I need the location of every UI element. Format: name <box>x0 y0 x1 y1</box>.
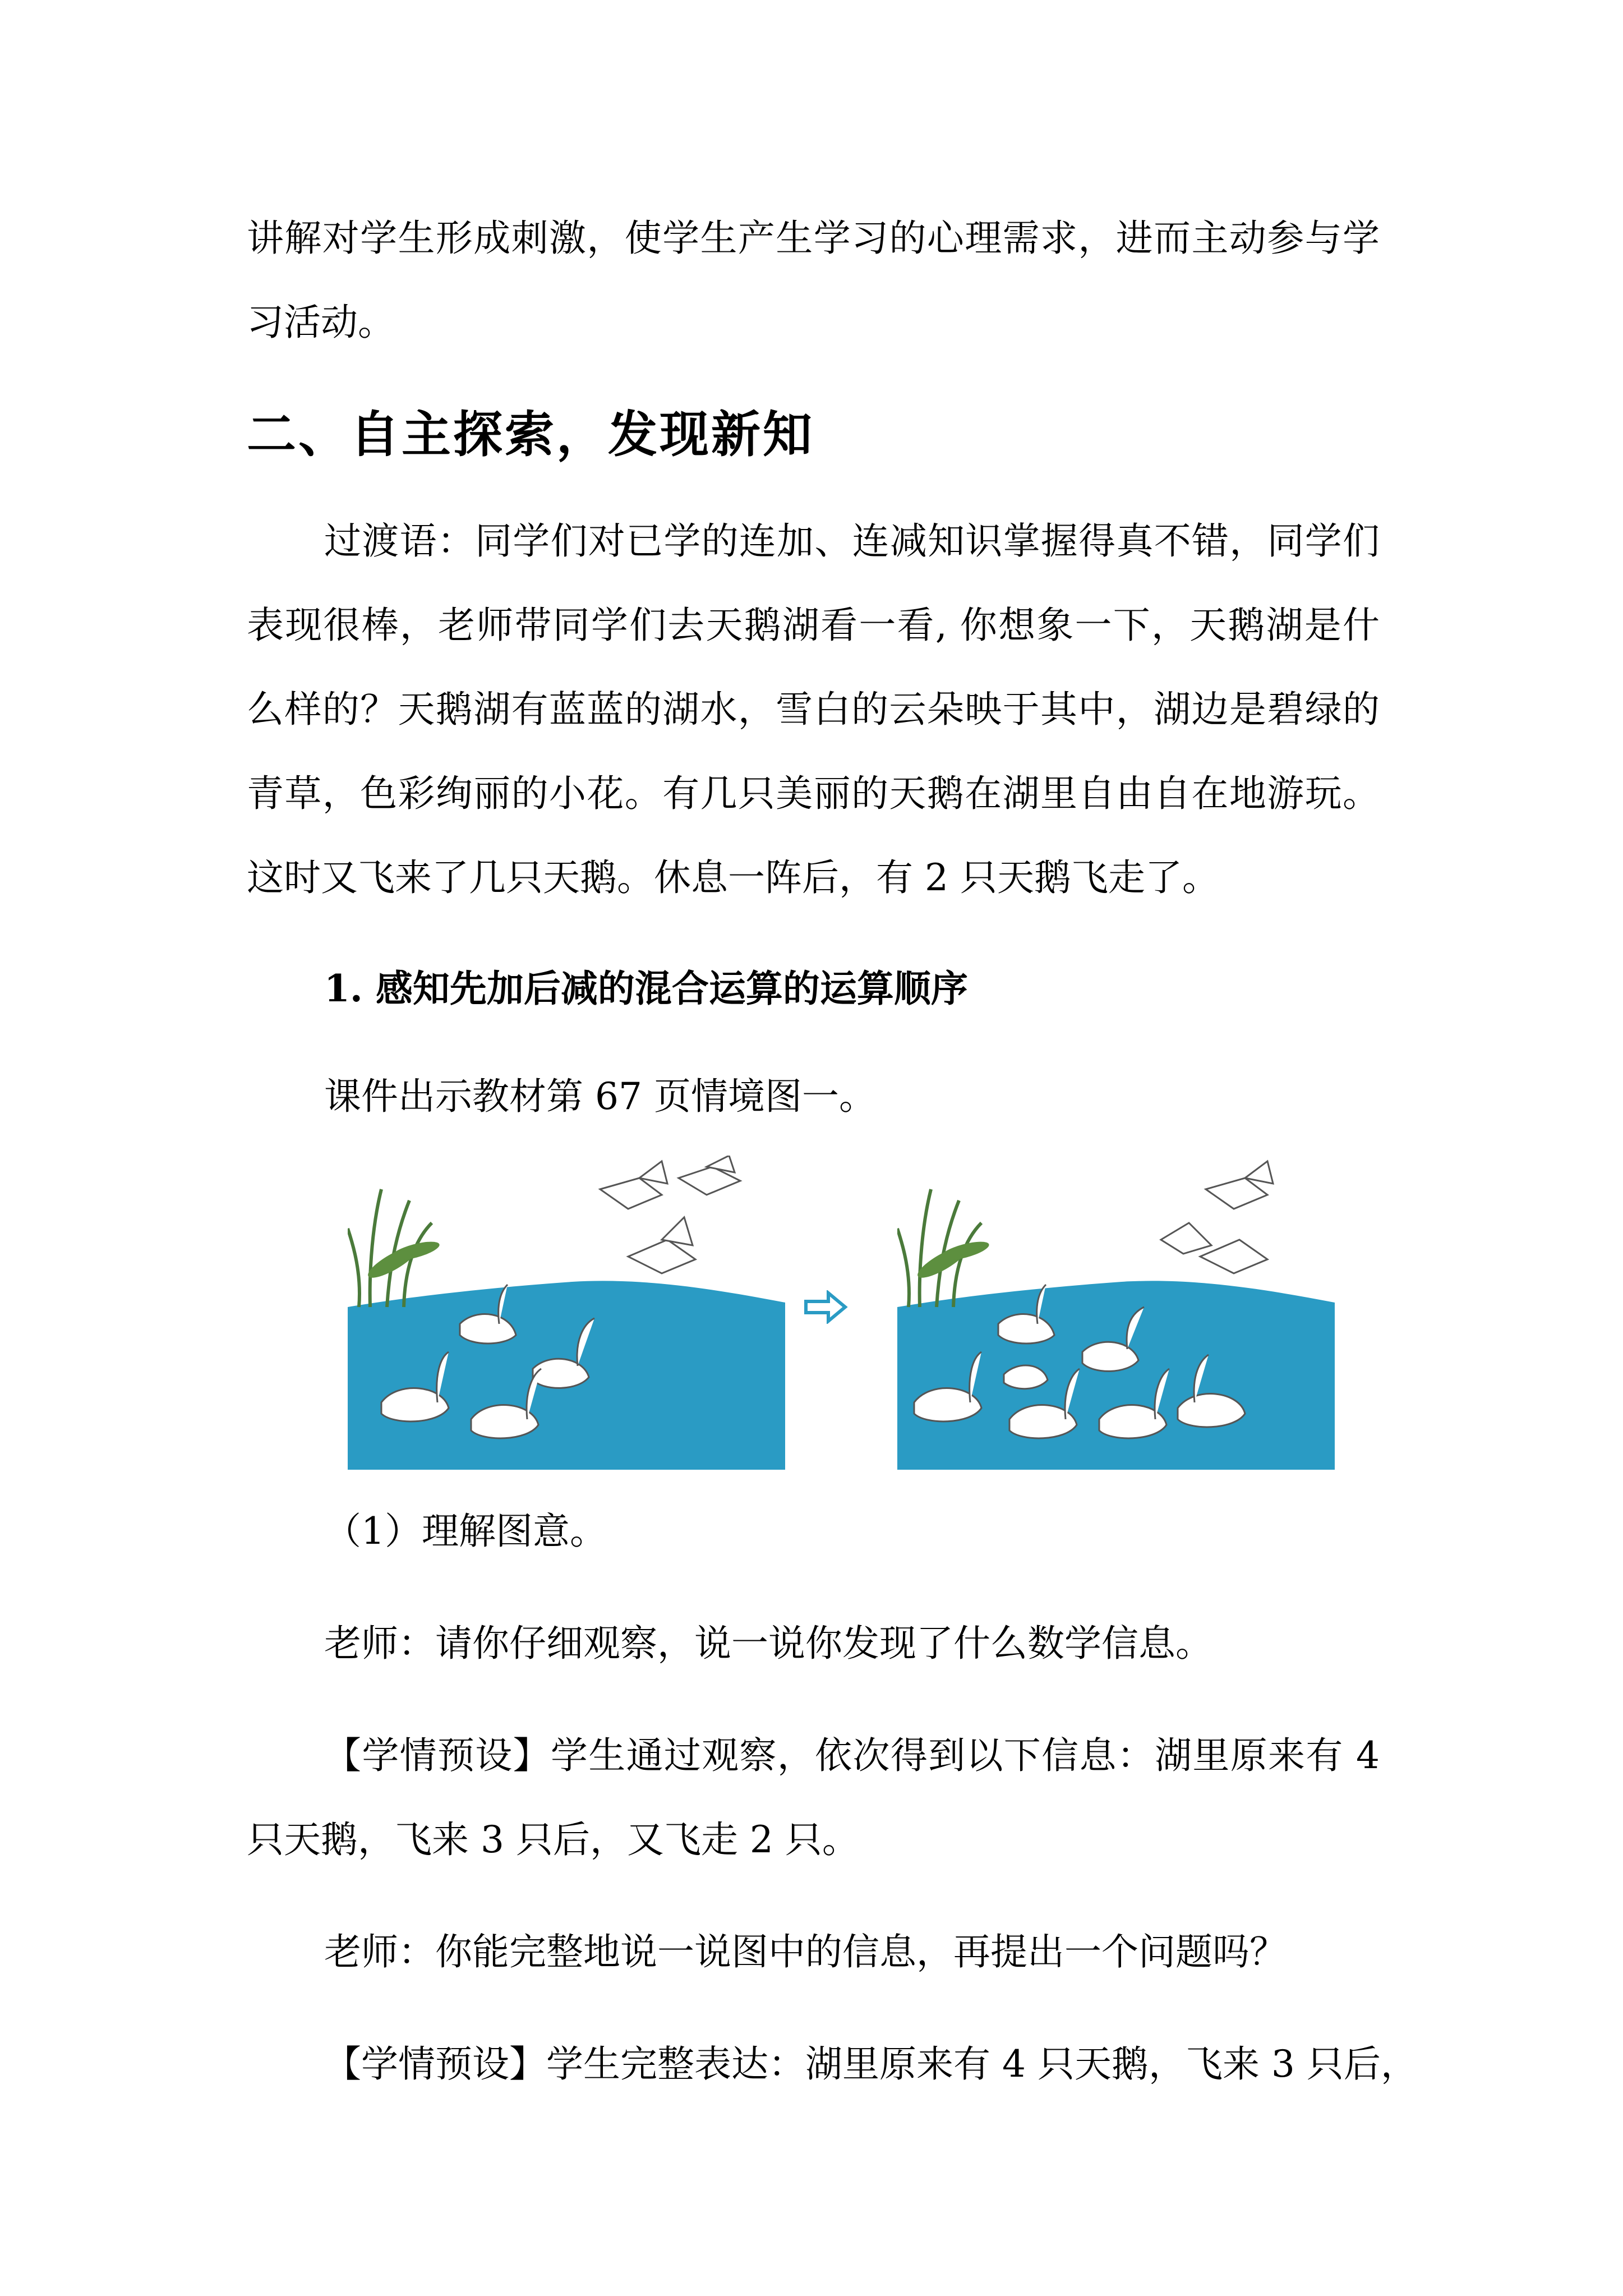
transition-paragraph-line: 这时又飞来了几只天鹅。休息一阵后，有 2 只天鹅飞走了。 <box>247 856 1219 899</box>
preset-paragraph-line: 【学情预设】学生完整表达：湖里原来有 4 只天鹅，飞来 3 只后， <box>324 2042 1418 2086</box>
courseware-line: 课件出示教材第 67 页情境图一。 <box>324 1075 876 1118</box>
transition-paragraph-line: 过渡语：同学们对已学的连加、连减知识掌握得真不错，同学们 <box>324 519 1380 563</box>
teacher-question-line: 老师：你能完整地说一说图中的信息，再提出一个问题吗？ <box>324 1930 1287 1973</box>
subheading: 1. 感知先加后减的混合运算的运算顺序 <box>324 967 968 1010</box>
preset-paragraph-line: 只天鹅，飞来 3 只后，又飞走 2 只。 <box>247 1818 859 1861</box>
preset-paragraph-line: 【学情预设】学生通过观察，依次得到以下信息：湖里原来有 4 <box>324 1734 1380 1777</box>
transition-paragraph-line: 青草，色彩绚丽的小花。有几只美丽的天鹅在湖里自由自在地游玩。 <box>247 772 1380 815</box>
transition-paragraph-line: 么样的？天鹅湖有蓝蓝的湖水，雪白的云朵映于其中，湖边是碧绿的 <box>247 688 1380 731</box>
intro-paragraph-line: 讲解对学生形成刺激，使学生产生学习的心理需求，进而主动参与学 <box>247 217 1380 260</box>
teacher-question-line: 老师：请你仔细观察，说一说你发现了什么数学信息。 <box>324 1622 1212 1665</box>
scene-before-image <box>348 1156 785 1470</box>
understand-line: （1）理解图意。 <box>324 1510 607 1553</box>
right-arrow-icon <box>803 1290 848 1324</box>
scene-after-image <box>897 1156 1335 1470</box>
swan-lake-figure <box>348 1156 1335 1470</box>
transition-paragraph-line: 表现很棒，老师带同学们去天鹅湖看一看, 你想象一下，天鹅湖是什 <box>247 604 1380 647</box>
intro-paragraph-line: 习活动。 <box>247 301 395 344</box>
section-heading: 二、自主探索，发现新知 <box>247 405 815 463</box>
